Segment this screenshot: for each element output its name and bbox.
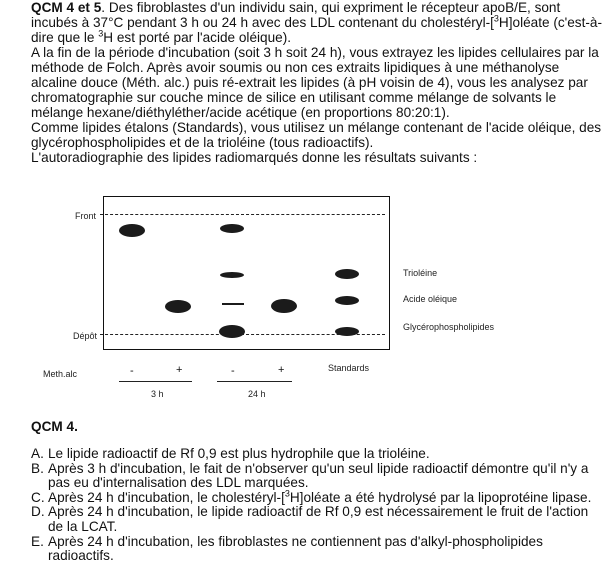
minus-3h: - [130, 365, 134, 377]
intro-paragraph-4: L'autoradiographie des lipides radiomarqués donne les résultats suivants : [31, 150, 478, 165]
plus-3h: + [176, 364, 183, 376]
time-3h-label: 3 h [151, 389, 164, 399]
qcm4-answers [31, 447, 606, 564]
answer-e[interactable]: E. Après 24 h d'incubation, les fibroblastes ne contiennent pas d'alkyl-phospholipides radioactifs. [31, 533, 543, 564]
front-line [100, 214, 385, 215]
intro-paragraph-1: QCM 4 et 5. Des fibroblastes d'un individu sain, qui expriment le récepteur apoB/E, sont incubés à 37°C pendant 3 h ou 24 h avec des LDL contenant du cholestéryl-[$^3$H]oléate (c'est-à-dire que le $^3$H est porté par l'acide oléique). [31, 0, 602, 45]
intro-paragraph-2: A la fin de la période d'incubation (soit 3 h soit 24 h), vous extrayez les lipides cellulaires par la méthode de Folch. Après avoir soumis ou non ces extraits lipidiques à une méthanolyse alcaline douce (Méth. alc.) puis ré-extrait les lipides (à pH voisin de 4), vous les analysez par chromatographie sur couche mince de silice en utilisant comme mélange de solvants le mélange hexane/diéthyléther/acide acétique (en proportions 80:20:1). [31, 45, 599, 120]
spot-3h-plus-oleic [165, 300, 191, 313]
spot-standard-gpl [335, 327, 359, 336]
answer-d[interactable]: D. Après 24 h d'incubation, le lipide radioactif de Rf 0,9 est nécessairement le fruit de l'action de la LCAT. [31, 504, 589, 534]
label-trioleine: Trioléine [403, 268, 438, 278]
spot-24h-plus-oleic [271, 299, 297, 313]
answer-c[interactable]: C. Après 24 h d'incubation, le cholestéryl-[$^3$H]oléate a été hydrolysé par la lipoprotéine lipase. [31, 488, 592, 505]
meth-alc-label: Meth.alc [43, 369, 78, 379]
front-label: Front [75, 211, 97, 221]
spot-standard-trioleine [335, 269, 359, 279]
plus-24h: + [278, 364, 285, 376]
standards-label: Standards [328, 363, 370, 373]
qcm-label: QCM 4 et 5 [31, 0, 102, 15]
spot-24h-minus-trace [222, 303, 244, 305]
group-3h-line [119, 381, 192, 382]
spot-3h-minus-front [119, 224, 145, 237]
answer-a[interactable]: A. Le lipide radioactif de Rf 0,9 est plus hydrophile que la trioléine. [31, 446, 430, 461]
label-glycerophospholipides: Glycérophospholipides [403, 322, 495, 332]
intro-paragraph-3: Comme lipides étalons (Standards), vous utilisez un mélange contenant de l'acide oléique, des glycérophospholipides et de la trioléine (tous radioactifs). [31, 120, 602, 150]
spot-24h-minus-trioleine [220, 272, 244, 278]
answer-b[interactable]: B. Après 3 h d'incubation, le fait de n'observer qu'un seul lipide radioactif démontre qu'il n'y a pas eu d'internalisation des LDL marquées. [31, 460, 589, 491]
spot-standard-oleic [335, 296, 359, 305]
group-24h-line [217, 381, 292, 382]
depot-label: Dépôt [73, 331, 98, 341]
label-acide-oleique: Acide oléique [403, 294, 458, 304]
spot-24h-minus-gpl [219, 325, 245, 338]
spot-24h-minus-front [220, 224, 244, 233]
minus-24h: - [231, 365, 235, 377]
time-24h-label: 24 h [248, 389, 266, 399]
qcm4-title: QCM 4. [31, 419, 78, 434]
